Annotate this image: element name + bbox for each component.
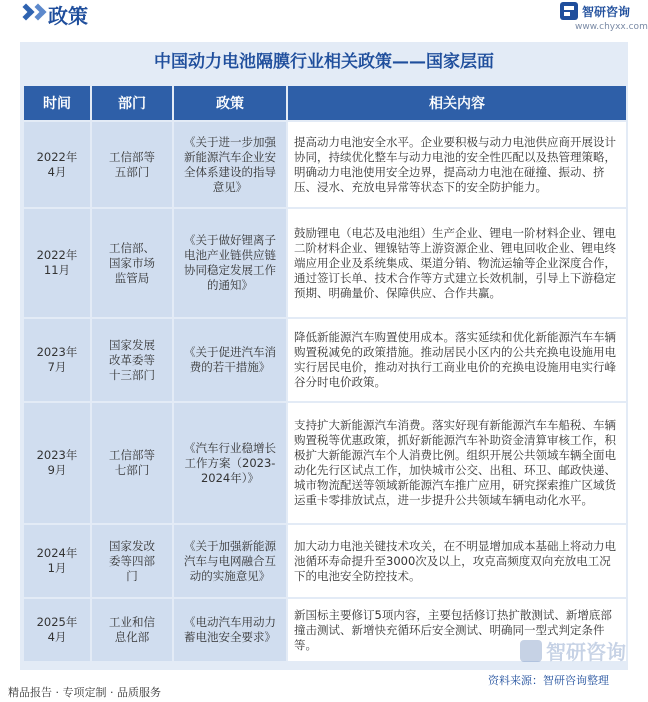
brand-logo-icon — [560, 2, 578, 20]
cell-time: 2024年 1月 — [24, 525, 90, 597]
section-title: 政策 — [48, 4, 88, 28]
table-row — [24, 209, 626, 317]
column-header-dept: 部门 — [92, 86, 172, 120]
column-header-time: 时间 — [24, 86, 90, 120]
source-note: 资料来源：智研咨询整理 — [488, 674, 609, 687]
column-header-content: 相关内容 — [288, 86, 626, 120]
cell-policy: 《关于促进汽车消费的若干措施》 — [174, 319, 286, 401]
table-row — [24, 319, 626, 401]
cell-content: 支持扩大新能源汽车消费。落实好现有新能源汽车车船税、车辆购置税等优惠政策，抓好新能源汽车补助资金清算审核工作，积极扩大新能源汽车个人消费比例。组织开展公共领域车辆全面电动化先行区试点工作，加快城市公交、出租、环卫、邮政快递、城市物流配送等领域新能源汽车推广应用，研究探索推广区域货运重卡零排放试点，进一步提升公共领域车辆电动化水平。 — [288, 403, 626, 523]
cell-content: 降低新能源汽车购置使用成本。落实延续和优化新能源汽车车辆购置税减免的政策措施。推动居民小区内的公共充换电设施用电实行居民电价，推动对执行工商业电价的充换电设施用电实行峰谷分时电价政策。 — [288, 319, 626, 401]
cell-time: 2022年 4月 — [24, 122, 90, 207]
cell-content: 新国标主要修订5项内容，主要包括修订热扩散测试、新增底部撞击测试、新增快充循环后安全测试、明确同一型式判定条件等。 — [288, 599, 626, 661]
brand-logo[interactable] — [560, 2, 630, 20]
table-row — [24, 122, 626, 207]
cell-dept: 国家发展 改革委等 十三部门 — [92, 319, 172, 401]
cell-policy: 《关于加强新能源汽车与电网融合互动的实施意见》 — [174, 525, 286, 597]
policy-table — [22, 84, 628, 663]
cell-content: 鼓励锂电（电芯及电池组）生产企业、锂电一阶材料企业、锂电二阶材料企业、锂镍钴等上游资源企业、锂电回收企业、锂电终端应用企业及系统集成、渠道分销、物流运输等企业深度合作，通过签订长单、技术合作等方式建立长效机制，引导上下游稳定预期、明确量价、保障供应、合作共赢。 — [288, 209, 626, 317]
watermark — [520, 636, 626, 665]
cell-dept: 工业和信 息化部 — [92, 599, 172, 661]
panel-title: 中国动力电池隔膜行业相关政策——国家层面 — [154, 52, 494, 72]
cell-policy: 《关于做好锂离子电池产业链供应链协同稳定发展工作的通知》 — [174, 209, 286, 317]
table-row — [24, 525, 626, 597]
cell-policy: 《电动汽车用动力蓄电池安全要求》 — [174, 599, 286, 661]
cell-content: 提高动力电池安全水平。企业要积极与动力电池供应商开展设计协同，持续优化整车与动力电池的安全性匹配以及热管理策略，明确动力电池使用安全边界，提高动力电池在碰撞、振动、挤压、浸水、充放电异常等状态下的安全防护能力。 — [288, 122, 626, 207]
column-header-policy: 政策 — [174, 86, 286, 120]
table-row — [24, 403, 626, 523]
site-url[interactable]: www.chyxx.com — [575, 22, 648, 32]
cell-time: 2023年 9月 — [24, 403, 90, 523]
cell-policy: 《汽车行业稳增长工作方案（2023-2024年）》 — [174, 403, 286, 523]
cell-content: 加大动力电池关键技术攻关，在不明显增加成本基础上将动力电池循环寿命提升至3000次及以上，攻克高频度双向充放电工况下的电池安全防控技术。 — [288, 525, 626, 597]
cell-dept: 工信部、 国家市场 监管局 — [92, 209, 172, 317]
watermark-logo-icon — [520, 640, 542, 662]
cell-policy: 《关于进一步加强新能源汽车企业安全体系建设的指导意见》 — [174, 122, 286, 207]
cell-time: 2023年 7月 — [24, 319, 90, 401]
cell-dept: 工信部等 五部门 — [92, 122, 172, 207]
page-header — [0, 0, 648, 30]
watermark-text: 智研咨询 — [546, 640, 626, 664]
table-header-row — [24, 86, 626, 120]
footer-tagline: 精品报告 · 专项定制 · 品质服务 — [8, 686, 161, 699]
cell-dept: 国家发改 委等四部 门 — [92, 525, 172, 597]
brand-name: 智研咨询 — [582, 4, 631, 19]
page-footer — [0, 682, 648, 702]
cell-time: 2022年 11月 — [24, 209, 90, 317]
chevron-right-icon — [30, 4, 47, 21]
cell-time: 2025年 4月 — [24, 599, 90, 661]
cell-dept: 工信部等 七部门 — [92, 403, 172, 523]
